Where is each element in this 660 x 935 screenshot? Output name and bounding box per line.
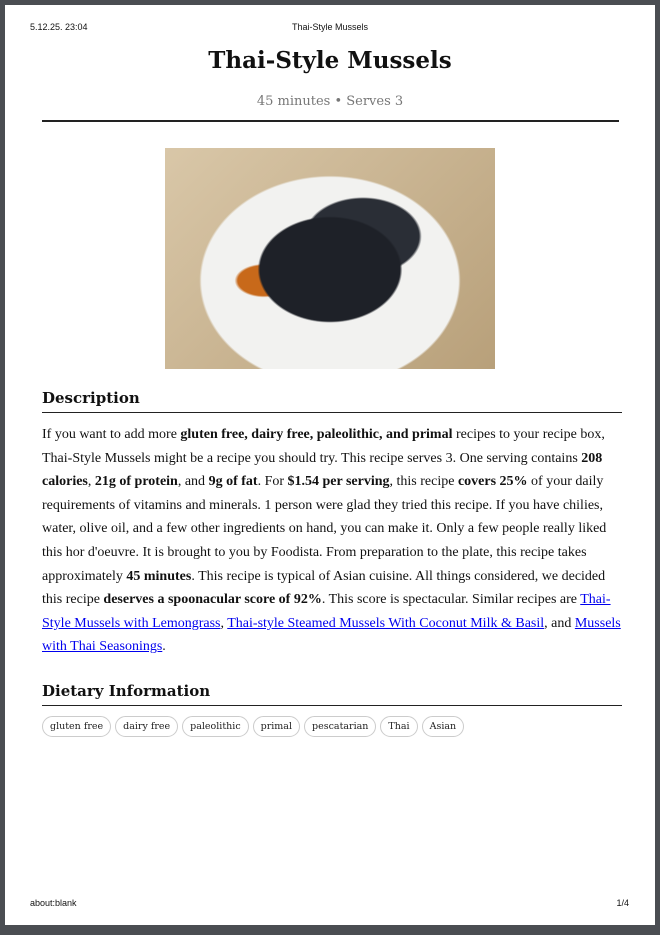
dietary-heading: Dietary Information: [42, 681, 622, 706]
diet-tag: primal: [253, 716, 300, 737]
diet-tag: dairy free: [115, 716, 178, 737]
print-datetime: 5.12.25. 23:04: [30, 22, 88, 32]
print-page: [5, 5, 655, 925]
diet-tag: gluten free: [42, 716, 111, 737]
recipe-title: Thai-Style Mussels: [208, 47, 452, 74]
recipe-body: [5, 5, 655, 797]
similar-recipe-link[interactable]: Thai-Style Mussels with Lemongrass: [42, 592, 611, 631]
similar-recipe-link[interactable]: Mussels with Thai Seasonings: [42, 615, 621, 655]
description-text: If you want to add more gluten free, dairy free, paleolithic, and primal recipes to your recipe box, Thai-Style Mussels might be a recipe you should try. This recipe serves 3. One serving contains 208 calories, 21g of protein, and 9g of fat. For $1.54 per serving, this recipe covers 25% of your daily requirements of vitamins and minerals. 1 person were glad they tried this recipe. If you have chilies, water, olive oil, and a few other ingredients on hand, you can make it. Only a few people really liked this hor d'oeuvre. It is brought to you by Foodista. From preparation to the plate, this recipe takes approximately 45 minutes. This recipe is typical of Asian cuisine. All things considered, we decided this recipe deserves a spoonacular score of 92%. This score is spectacular. Similar recipes are Thai-Style Mussels with Lemongrass, Thai-style Steamed Mussels With Coconut Milk & Basil, and Mussels with Thai Seasonings.: [42, 427, 621, 655]
diet-tag: pescatarian: [304, 716, 376, 737]
diet-tag: Asian: [422, 716, 465, 737]
diet-tag: Thai: [380, 716, 417, 737]
print-title: Thai-Style Mussels: [291, 22, 369, 32]
print-url: about:blank: [30, 898, 77, 908]
recipe-meta: 45 minutes • Serves 3: [256, 94, 404, 109]
dietary-tags: [42, 716, 622, 737]
print-page-number: 1/4: [616, 898, 629, 908]
diet-tag: paleolithic: [182, 716, 249, 737]
description-heading: Description: [42, 388, 622, 413]
similar-recipe-link[interactable]: Thai-style Steamed Mussels With Coconut Milk & Basil: [227, 615, 545, 631]
